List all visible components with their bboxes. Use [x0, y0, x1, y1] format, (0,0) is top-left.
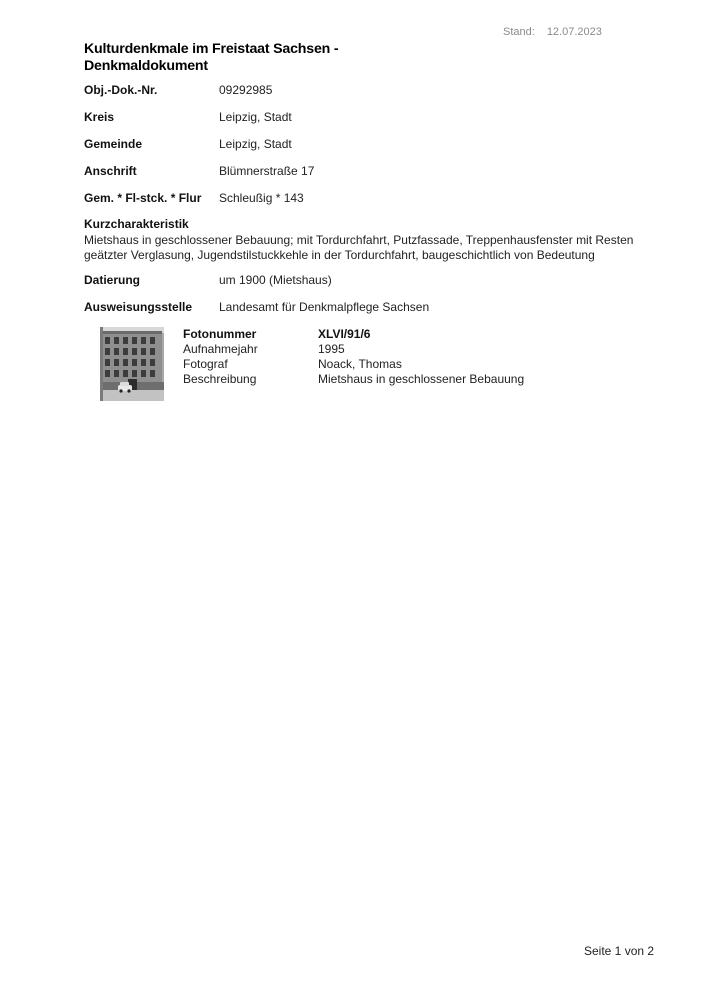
fotograf-value: Noack, Thomas [318, 357, 402, 371]
kurz-text-line-2: geätzter Verglasung, Jugendstilstuckkehle in der Tordurchfahrt, baugeschichtlich von Bedeutung [84, 248, 595, 262]
title-line-1: Kulturdenkmale im Freistaat Sachsen - [84, 41, 339, 57]
fotograf-label: Fotograf [183, 357, 228, 371]
beschreibung-value: Mietshaus in geschlossener Bebauung [318, 372, 525, 386]
fotonummer-label: Fotonummer [183, 327, 257, 341]
building-photo [100, 327, 164, 401]
aufnahmejahr-value: 1995 [318, 342, 345, 356]
gemeinde-value: Leipzig, Stadt [219, 137, 292, 151]
stand-label: Stand: [503, 26, 535, 38]
flur-value: Schleußig * 143 [219, 191, 304, 205]
beschreibung-label: Beschreibung [183, 372, 257, 386]
kurz-text-line-1: Mietshaus in geschlossener Bebauung; mit Tordurchfahrt, Putzfassade, Treppenhausfenster mit Resten [84, 233, 634, 247]
ausweisungsstelle-value: Landesamt für Denkmalpflege Sachsen [219, 300, 430, 314]
stand-info [503, 26, 602, 38]
page-number: Seite 1 von 2 [584, 944, 655, 958]
flur-label: Gem. * Fl-stck. * Flur [84, 191, 202, 205]
stand-date: 12.07.2023 [546, 26, 602, 38]
document-title [84, 41, 338, 75]
anschrift-label: Anschrift [84, 164, 137, 178]
obj-nr-value: 09292985 [219, 83, 273, 97]
title-line-2: Denkmaldokument [84, 58, 208, 74]
gemeinde-label: Gemeinde [84, 137, 143, 151]
datierung-label: Datierung [84, 273, 141, 287]
kreis-value: Leipzig, Stadt [219, 110, 292, 124]
kreis-label: Kreis [84, 110, 115, 124]
kurzcharakteristik-text [84, 233, 644, 263]
anschrift-value: Blümnerstraße 17 [219, 164, 315, 178]
fotonummer-value: XLVI/91/6 [318, 327, 371, 341]
ausweisungsstelle-label: Ausweisungsstelle [84, 300, 193, 314]
aufnahmejahr-label: Aufnahmejahr [183, 342, 258, 356]
datierung-value: um 1900 (Mietshaus) [219, 273, 332, 287]
kurzcharakteristik-heading: Kurzcharakteristik [84, 217, 189, 231]
obj-nr-label: Obj.-Dok.-Nr. [84, 83, 158, 97]
